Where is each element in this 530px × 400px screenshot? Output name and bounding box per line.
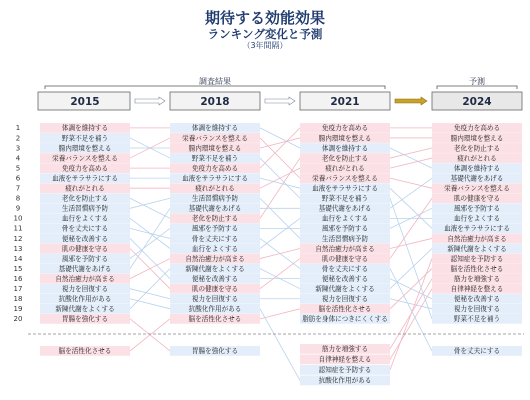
connector-line — [390, 198, 432, 258]
section-label-survey: 調査結果 — [199, 77, 231, 86]
ranking-item: 肌の健康を守る — [453, 194, 501, 203]
ranking-item: 基礎代謝をあげる — [450, 174, 504, 183]
connector-line — [390, 238, 432, 248]
ranking-item: 体調を維持する — [453, 164, 501, 173]
ranking-item: 体調を維持する — [191, 124, 239, 133]
ranking-item: 風邪を予防する — [453, 204, 501, 213]
ranking-item: 風邪を予防する — [321, 224, 369, 233]
ranking-item: 免疫力を高める — [191, 164, 239, 173]
year-label-2021: 2021 — [330, 96, 360, 108]
ranking-item: 風邪を予防する — [191, 224, 239, 233]
ranking-item: 腸内環境を整える — [450, 134, 504, 143]
ranking-item: 新陳代謝をよくする — [185, 264, 245, 273]
ranking-item: 栄養バランスを整える — [312, 174, 378, 183]
ranking-item: 抗酸化作用がある — [58, 295, 112, 304]
ranking-item: 視力を回復する — [61, 285, 109, 293]
ranking-item: 野菜不足を補う — [61, 134, 109, 143]
ranking-item: 肌の健康を守る — [191, 285, 239, 293]
connector-line — [390, 198, 432, 319]
ranking-item: 野菜不足を補う — [321, 194, 369, 203]
connector-line — [390, 249, 432, 289]
rank-number-18: 18 — [13, 295, 23, 304]
ranking-item: 肌の健康を守る — [61, 244, 109, 253]
ranking-item: 肌の健康を守る — [321, 254, 369, 263]
connector-line — [260, 198, 300, 238]
ranking-item: 腸内環境を整える — [188, 144, 242, 153]
ranking-item: 骨を丈夫にする — [321, 264, 369, 273]
ranking-item: 血液をサラサラにする — [182, 174, 248, 183]
connector-line — [260, 138, 300, 148]
connector-line — [130, 238, 170, 278]
dropped-item: 自律神経を整える — [318, 355, 372, 364]
ranking-item: 疲れがとれる — [65, 184, 105, 193]
ranking-item: 自然治癒力が高まる — [185, 254, 245, 263]
ranking-item: 脳を活性化させる — [188, 315, 242, 324]
rank-number-6: 6 — [15, 174, 21, 183]
connector-line — [260, 158, 300, 218]
ranking-item: 新陳代謝をよくする — [315, 285, 375, 293]
rank-number-5: 5 — [15, 164, 21, 173]
connector-line — [390, 158, 432, 168]
chart-title: 期待する効能効果 — [204, 9, 325, 27]
connector-line — [260, 249, 300, 259]
ranking-item: 骨を丈夫にする — [191, 234, 239, 243]
ranking-item: 自然治癒力が高まる — [447, 234, 507, 243]
rank-number-4: 4 — [15, 154, 21, 163]
rank-number-1: 1 — [15, 124, 21, 133]
year-label-2015: 2015 — [70, 96, 100, 108]
ranking-item: 風邪を予防する — [61, 254, 109, 263]
ranking-item: 自然治癒力が高まる — [55, 274, 115, 283]
connector-line — [260, 168, 300, 188]
ranking-item: 老化を防止する — [453, 144, 501, 153]
ranking-item: 認知症を予防する — [450, 254, 504, 263]
ranking-item: 栄養バランスを整える — [52, 154, 118, 163]
dropped-item: 骨を丈夫にする — [453, 347, 501, 356]
ranking-item: 基礎代謝をあげる — [318, 204, 372, 213]
ranking-item: 便秘を改善する — [191, 274, 239, 283]
ranking-item: 視力を回復する — [453, 305, 501, 314]
connector-line — [260, 309, 300, 319]
connector-line — [390, 188, 432, 228]
ranking-item: 筋力を増強する — [453, 274, 501, 283]
dropped-item: 認知症を予防する — [318, 366, 372, 375]
period-arrow — [135, 97, 165, 105]
ranking-item: 脂肪を身体につきにくくする — [302, 315, 388, 324]
year-label-2018: 2018 — [200, 96, 230, 108]
ranking-item: 免疫力を高める — [61, 164, 109, 173]
period-arrow — [265, 97, 295, 105]
connector-line — [260, 128, 300, 168]
rank-number-16: 16 — [13, 274, 23, 283]
dropped-item: 抗酸化作用がある — [318, 376, 372, 385]
connector-line — [390, 259, 432, 370]
ranking-item: 新陳代謝をよくする — [55, 305, 115, 314]
ranking-item: 骨を丈夫にする — [61, 224, 109, 233]
ranking-item: 胃腸を強化する — [61, 315, 109, 324]
chart-subtitle: ランキング変化と予測 — [207, 27, 323, 41]
connector-line — [390, 148, 432, 168]
survey-bracket — [45, 86, 385, 89]
ranking-item: 生活習慣病予防 — [61, 204, 109, 213]
ranking-item: 自律神経を整える — [450, 285, 504, 293]
connector-line — [260, 309, 300, 381]
ranking-item: 疲れがとれる — [325, 164, 365, 173]
rank-number-12: 12 — [13, 234, 23, 243]
dropped-item: 胃腸を強化する — [191, 347, 239, 356]
ranking-item: 体調を維持する — [61, 124, 109, 133]
connector-line — [390, 178, 432, 208]
connector-line — [390, 148, 432, 158]
ranking-item: 疲れがとれる — [457, 154, 497, 163]
ranking-item: 血液をサラサラにする — [312, 184, 378, 193]
connector-line — [130, 208, 170, 268]
ranking-item: 血行をよくする — [453, 214, 501, 223]
ranking-item: 血行をよくする — [321, 214, 369, 223]
ranking-item: 栄養バランスを整える — [444, 184, 510, 193]
ranking-item: 生活習慣病予防 — [321, 234, 369, 243]
ranking-item: 視力を回復する — [321, 295, 369, 304]
ranking-item: 老化を防止する — [321, 154, 369, 163]
ranking-item: 視力を回復する — [191, 295, 239, 304]
ranking-item: 抗酸化作用がある — [188, 305, 242, 314]
connector-line — [390, 289, 432, 360]
chart-note: （3年間隔） — [242, 41, 288, 50]
connector-line — [260, 218, 300, 248]
ranking-item: 新陳代謝をよくする — [447, 244, 507, 253]
rank-number-11: 11 — [13, 224, 23, 233]
ranking-item: 老化を防止する — [61, 194, 109, 203]
ranking-item: 生活習慣病予防 — [191, 194, 239, 203]
ranking-item: 血液をサラサラにする — [52, 174, 118, 183]
rank-number-20: 20 — [13, 315, 23, 324]
rank-number-14: 14 — [13, 254, 23, 263]
ranking-item: 腸内環境を整える — [318, 134, 372, 143]
rank-number-17: 17 — [13, 285, 23, 293]
ranking-item: 免疫力を高める — [321, 124, 369, 133]
dropped-item: 筋力を増強する — [321, 345, 369, 354]
rank-number-19: 19 — [13, 305, 23, 314]
connector-line — [390, 178, 432, 188]
section-label-forecast: 予測 — [469, 77, 485, 86]
ranking-item: 免疫力を高める — [453, 124, 501, 133]
ranking-item: 脳を活性化させる — [318, 305, 372, 314]
rank-number-13: 13 — [13, 244, 23, 253]
year-label-2024: 2024 — [462, 96, 492, 108]
rank-number-3: 3 — [15, 144, 21, 153]
connector-line — [260, 128, 300, 148]
connector-line — [130, 198, 170, 218]
rank-number-15: 15 — [13, 264, 23, 273]
connector-line — [130, 299, 170, 309]
ranking-item: 腸内環境を整える — [58, 144, 112, 153]
ranking-item: 疲れがとれる — [195, 184, 235, 193]
ranking-item: 体調を維持する — [321, 144, 369, 153]
ranking-item: 栄養バランスを整える — [182, 134, 248, 143]
rank-number-2: 2 — [15, 134, 21, 143]
ranking-item: 脳を活性化させる — [450, 264, 504, 273]
rank-number-7: 7 — [15, 184, 21, 193]
connector-line — [260, 259, 300, 289]
connector-line — [130, 198, 170, 208]
ranking-item: 自然治癒力が高まる — [315, 244, 375, 253]
rank-number-8: 8 — [15, 194, 21, 203]
ranking-item: 血行をよくする — [191, 244, 239, 253]
ranking-item: 基礎代謝をあげる — [58, 264, 112, 273]
connector-line — [130, 289, 170, 299]
forecast-arrow — [395, 97, 427, 105]
rank-number-10: 10 — [13, 214, 23, 223]
ranking-item: 野菜不足を補う — [191, 154, 239, 163]
forecast-bracket — [437, 86, 517, 89]
ranking-item: 血行をよくする — [61, 214, 109, 223]
ranking-item: 野菜不足を補う — [453, 315, 501, 324]
dropped-item: 脳を活性化させる — [58, 347, 112, 356]
ranking-item: 血液をサラサラにする — [444, 224, 510, 233]
connector-line — [130, 269, 170, 309]
rank-number-9: 9 — [15, 204, 21, 213]
ranking-item: 便秘を改善する — [453, 295, 501, 304]
connector-line — [130, 228, 170, 258]
connector-line — [260, 138, 300, 178]
ranking-item: 基礎代謝をあげる — [188, 204, 242, 213]
ranking-item: 便秘を改善する — [321, 274, 369, 283]
ranking-item: 老化を防止する — [191, 214, 239, 223]
ranking-item: 便秘を改善する — [61, 234, 109, 243]
connector-line — [130, 259, 170, 279]
connector-line — [260, 178, 300, 188]
connector-line — [130, 228, 170, 238]
